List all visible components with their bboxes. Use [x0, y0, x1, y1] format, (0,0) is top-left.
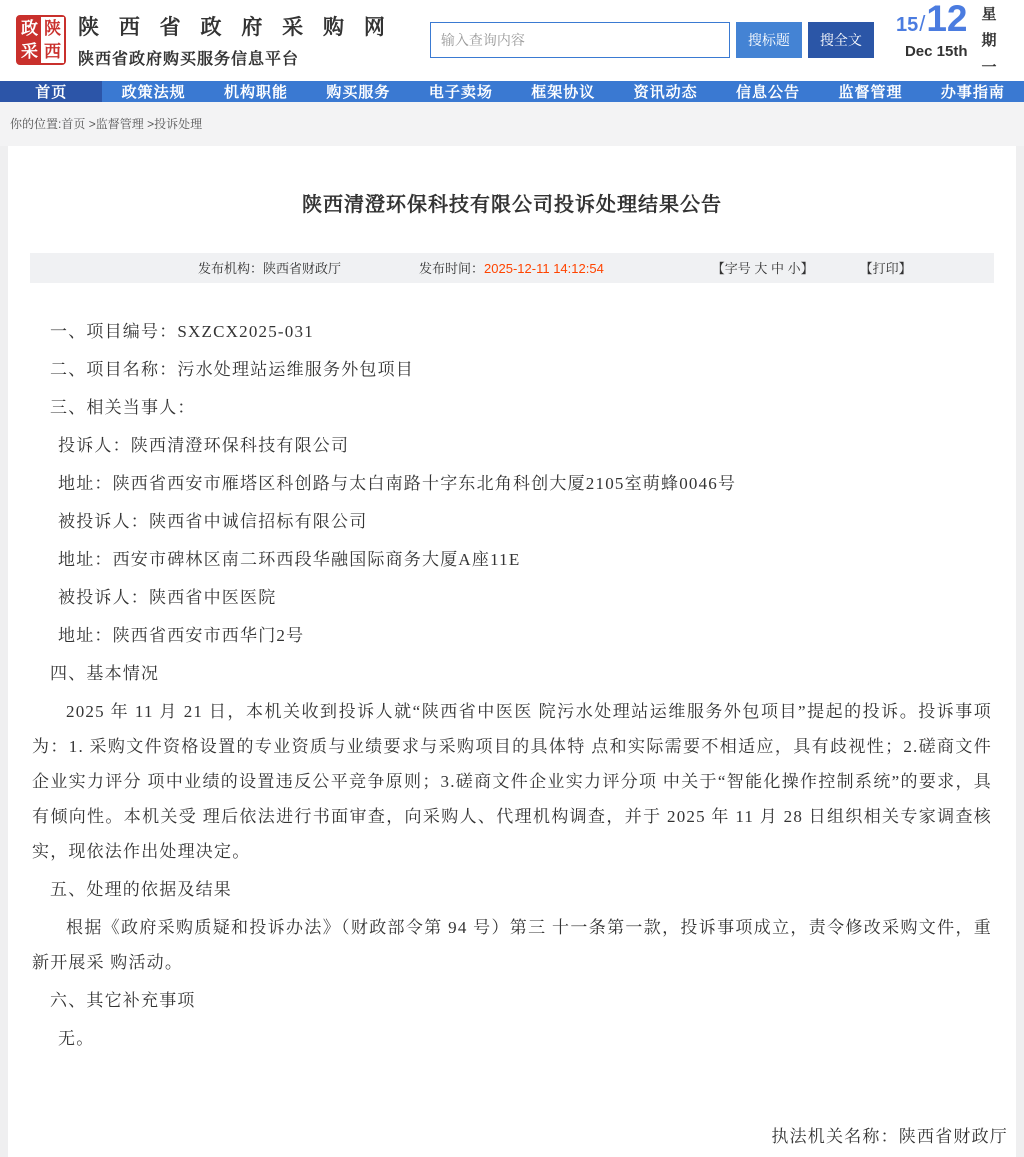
breadcrumb-item[interactable]: 监督管理 [95, 117, 144, 132]
nav-item-supervision[interactable]: 监督管理 [838, 83, 903, 101]
site-brand[interactable] [16, 11, 392, 69]
date-month: 12 [926, 0, 968, 39]
breadcrumb-prefix: 你的位置: [10, 117, 62, 132]
breadcrumb-item[interactable]: 投诉处理 [154, 117, 203, 132]
date-day: 15 [895, 14, 919, 36]
section-heading: 三、相关当事人： [50, 397, 196, 417]
font-size-control[interactable]: 【字号 大 中 小】 [711, 261, 814, 277]
section-heading: 六、其它补充事项 [50, 991, 196, 1011]
nav-item-framework[interactable]: 框架协议 [531, 83, 596, 101]
search-fulltext-button[interactable]: 搜全文 [808, 22, 874, 58]
section-heading: 四、基本情况 [50, 663, 160, 683]
breadcrumb-item[interactable]: 首页 [61, 117, 86, 132]
nav-item-purchase-service[interactable]: 购买服务 [326, 83, 391, 101]
nav-item-home[interactable]: 首页 [0, 81, 102, 102]
content-wrap [0, 102, 1024, 1157]
article-paragraph: 无。 [58, 1029, 95, 1049]
publish-agency: 发布机构：陕西省财政厅 [198, 261, 342, 277]
brand-text [78, 11, 392, 69]
logo-char: 西 [41, 40, 64, 63]
search-title-button[interactable]: 搜标题 [736, 22, 802, 58]
enforcement-agency-line: 执法机关名称：陕西省财政厅 [771, 1127, 1008, 1147]
section-heading: 五、处理的依据及结果 [50, 879, 232, 899]
breadcrumb: 你的位置: 首页 >监督管理 >投诉处理 [0, 102, 1024, 146]
search-bar [430, 22, 874, 58]
article-paragraph: 投诉人：陕西清澄环保科技有限公司 [58, 435, 350, 455]
section-heading: 二、项目名称：污水处理站运维服务外包项目 [50, 359, 414, 379]
site-header [0, 0, 1024, 81]
section-heading: 一、项目编号：SXZCX2025-031 [50, 321, 314, 341]
nav-item-e-mall[interactable]: 电子卖场 [428, 83, 493, 101]
site-title: 陕 西 省 政 府 采 购 网 [78, 16, 392, 40]
article-paragraph: 地址：陕西省西安市西华门2号 [58, 625, 305, 645]
article-paragraph: 2025 年 11 月 21 日，本机关收到投诉人就“陕西省中医医 院污水处理站运维服务外包项目”提起的投诉。投诉事项为：1. 采购文件资格设置的专业资质与业绩要求与采购项目的具体特 点和实际需要不相适应，具有歧视性；2.磋商文件企业实力评分 项中业绩的设置违反公平竞争原则；3.磋商文件企业实力评分项 中关于“智能化操作控制系统”的要求，具有倾向性。本机关受 理后依法进行书面审查，向采购人、代理机构调查，并于 2025 年 11 月 28 日组织相关专家调查核实，现依法作出处理决定。 [32, 701, 992, 861]
nav-item-policy[interactable]: 政策法规 [121, 83, 186, 101]
date-separator: / [919, 11, 926, 36]
article-card [8, 146, 1016, 1157]
article-paragraph: 被投诉人：陕西省中医医院 [58, 587, 277, 607]
article-paragraph: 根据《政府采购质疑和投诉办法》（财政部令第 94 号）第三 十一条第一款，投诉事项成立，责令修改采购文件，重新开展采 购活动。 [32, 918, 992, 973]
nav-item-notices[interactable]: 信息公告 [736, 83, 801, 101]
date-english: Dec 15th [904, 43, 968, 60]
article-body [8, 283, 1016, 1056]
article-paragraph: 地址：西安市碑林区南二环西段华融国际商务大厦A座11E [58, 549, 521, 569]
nav-item-functions[interactable]: 机构职能 [224, 83, 289, 101]
article-paragraph: 被投诉人：陕西省中诚信招标有限公司 [58, 511, 368, 531]
nav-item-guide[interactable]: 办事指南 [940, 83, 1005, 101]
nav-item-news[interactable]: 资讯动态 [633, 83, 698, 101]
weekday-label: 星期一 [981, 6, 997, 76]
date-numeric [896, 0, 968, 60]
site-logo-seal-icon [16, 15, 66, 65]
search-input[interactable] [430, 22, 730, 58]
publish-time: 发布时间：2025-12-11 14:12:54 [419, 261, 604, 277]
article-title: 陕西清澄环保科技有限公司投诉处理结果公告 [302, 193, 722, 216]
article-meta-bar [30, 253, 994, 283]
main-nav [0, 81, 1024, 102]
date-widget [896, 0, 1004, 81]
print-button[interactable]: 【打印】 [859, 261, 912, 277]
site-subtitle: 陕西省政府购买服务信息平台 [78, 51, 300, 69]
article-paragraph: 地址：陕西省西安市雁塔区科创路与太白南路十字东北角科创大厦2105室萌蜂0046号 [58, 473, 737, 493]
logo-char: 政 [18, 17, 41, 40]
logo-char: 陕 [41, 17, 64, 40]
logo-char: 采 [18, 40, 41, 63]
